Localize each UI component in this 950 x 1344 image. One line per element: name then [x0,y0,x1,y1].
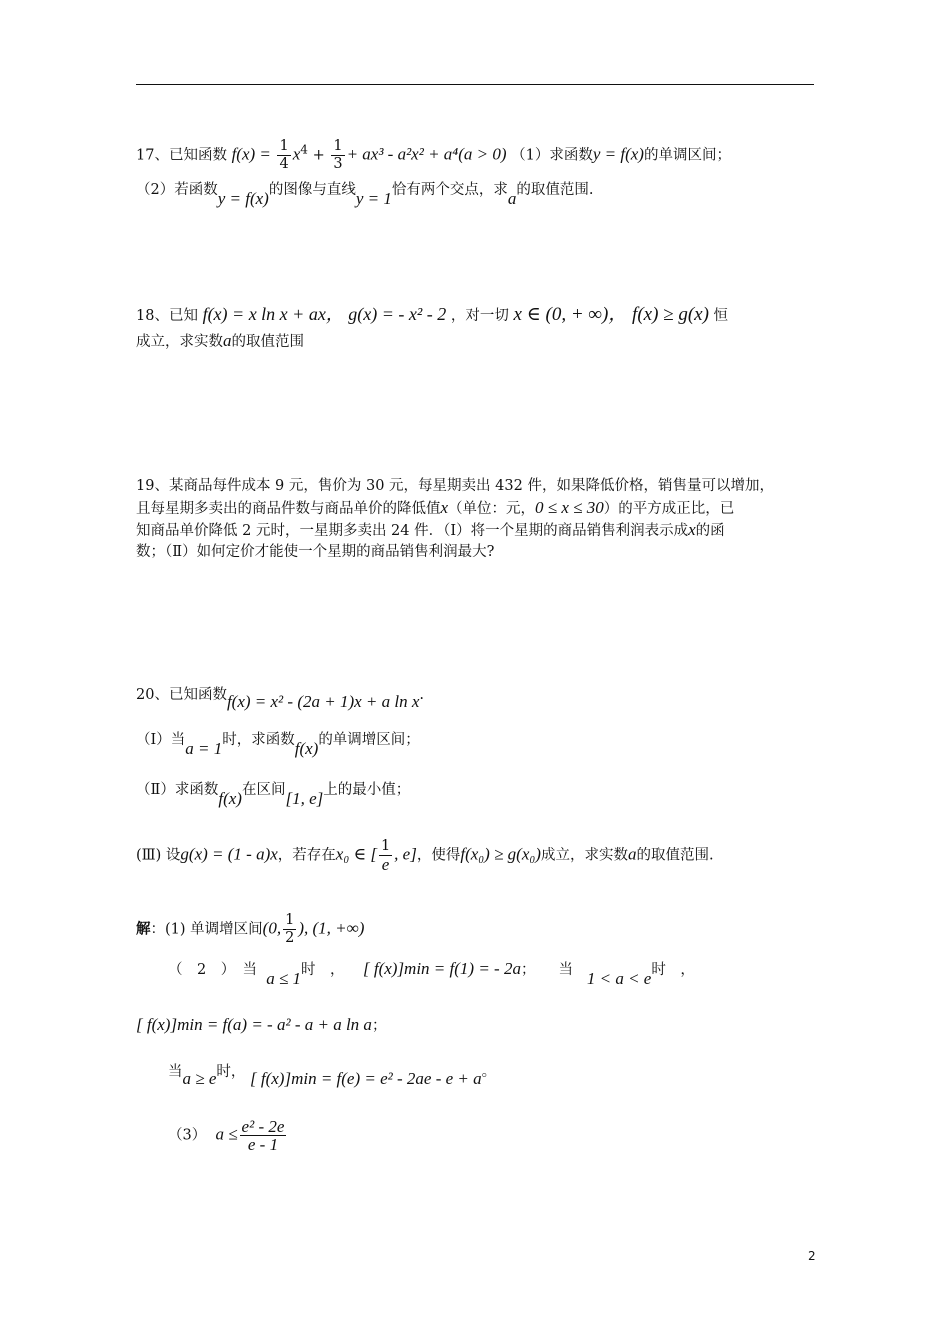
problem-19-line-1: 19、某商品每件成本 9 元，售价为 30 元，每星期卖出 432 件，如果降低价格，销售量可以增加， [136,478,774,494]
problem-20-part-2: （Ⅱ）求函数f(x)在区间[1, e]上的最小值； [136,782,411,808]
solution-part-2-line-1: （ 2 ） 当 a ≤ 1时 ， [ f(x)]min = f(1) = - 2a； 当 1 < a < e时 ， [168,959,695,988]
fraction-one-over-e: $\frac{1}{e}$ [380,838,391,874]
problem-17-line-1: 17、已知函数 f(x) = $\frac{1}{4}$ $x^4$ + $\frac{1}{3}$ + ax³ - a²x² + a⁴(a > 0) （1）求函数y = f(x)的单调区间； [136,138,731,172]
solution-part-3: （3） a ≤ $\frac{\text{e² - 2e}}{e - 1}$ [168,1117,285,1154]
solution-part-2-line-2: [ f(x)]min = f(a) = - a² - a + a ln a； [136,1015,387,1034]
problem-19-line-3: 知商品单价降低 2 元时，一星期多卖出 24 件．（Ⅰ）将一个星期的商品销售利润表示成x的函 [136,520,725,539]
problem-18-line-1: 18、已知 f(x) = x ln x + ax， g(x) = - x² - 2 ，对一切 x ∈ (0, + ∞)， f(x) ≥ g(x) 恒 [136,304,729,325]
solution-part-1: 解：(1) 单调增区间(0, $\frac{1}{2}$ ), (1, +∞) [136,912,365,946]
problem-19-line-4: 数；（Ⅱ）如何定价才能使一个星期的商品销售利润最大? [136,544,495,560]
problem-18-line-2: 成立，求实数a的取值范围 [136,331,304,350]
problem-20-part-1: （Ⅰ）当a = 1时，求函数f(x)的单调增区间； [136,732,420,758]
problem-19-line-2: 且每星期多卖出的商品件数与商品单价的降低值x（单位：元，0 ≤ x ≤ 30）的平方成正比，已 [136,498,735,517]
problem-20-part-3: (Ⅲ) 设g(x) = (1 - a)x，若存在x₀ ∈ [ $\frac{1}{e}$ , e]，使得f(x₀) ≥ g(x₀)成立，求实数a的取值范围. [136,838,714,874]
page-number: 2 [808,1249,816,1263]
solution-part-2-line-3: 当a ≥ e时， [ f(x)]min = f(e) = e² - 2ae - e + a。 [168,1064,497,1088]
problem-17-line-2: （2）若函数y = f(x)的图像与直线y = 1恰有两个交点，求a的取值范围. [136,182,594,208]
header-rule [136,84,814,85]
fraction-one-half: $\frac{1}{2}$ [285,912,295,946]
problem-20-line-1: 20、已知函数f(x) = x² - (2a + 1)x + a ln x. [136,687,425,711]
fraction-one-third: $\frac{1}{3}$ [333,138,343,172]
fraction-solution-bound: $\frac{\text{e² - 2e}}{e - 1}$ [241,1117,285,1154]
fraction-one-quarter: $\frac{1}{4}$ [279,138,289,172]
